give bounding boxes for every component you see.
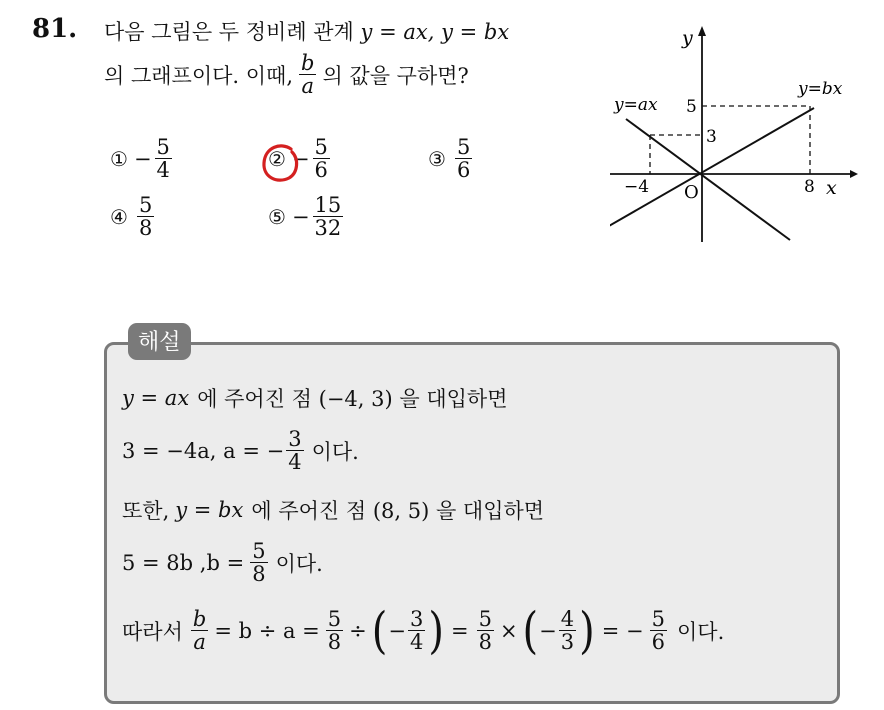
solution-tag: 해설 xyxy=(128,323,191,360)
origin-label: O xyxy=(684,182,699,203)
frac-den: 8 xyxy=(478,630,492,655)
option-4[interactable] xyxy=(110,194,156,239)
sol-text-2b: 이다. xyxy=(311,439,359,464)
sol-text-3b: 에 주어진 점 (8, 5) 을 대입하면 xyxy=(251,499,545,523)
sol-eq: = xyxy=(450,618,469,643)
proportion-graph xyxy=(610,22,860,247)
sol-times: × xyxy=(499,618,518,643)
question-number: 81. xyxy=(32,14,78,44)
question-text-3: 의 값을 구하면? xyxy=(322,63,469,88)
option-5[interactable] xyxy=(268,194,345,239)
option-num: 5 xyxy=(156,135,170,159)
option-num: 5 xyxy=(138,193,153,217)
frac-den: 8 xyxy=(327,630,342,655)
frac-num: b xyxy=(192,607,207,631)
frac-den: 6 xyxy=(651,630,665,655)
sol-eq-bx: y = bx xyxy=(175,498,244,522)
frac-num: 5 xyxy=(651,607,665,631)
frac-num: 4 xyxy=(560,607,575,631)
sol-text-5b: = b ÷ a = xyxy=(214,618,320,643)
equation-ax: y = ax, xyxy=(360,20,435,44)
y-axis-label: y xyxy=(682,27,693,49)
frac-den: a xyxy=(193,630,206,655)
frac-num: 3 xyxy=(409,607,424,631)
frac-num: 5 xyxy=(327,607,342,631)
solution-line-1 xyxy=(122,383,507,413)
sol-text-4b: 이다. xyxy=(275,551,323,576)
x-axis-label: x xyxy=(826,177,837,199)
frac-den: 8 xyxy=(252,562,266,587)
tick-m4-label: −4 xyxy=(624,177,650,197)
option-marker: ③ xyxy=(428,146,446,171)
option-den: 6 xyxy=(456,158,471,183)
option-1[interactable] xyxy=(110,136,174,181)
sol-lparen: ( xyxy=(522,601,539,660)
question-line-1 xyxy=(104,16,509,46)
sol-text-1: 에 주어진 점 (−4, 3) 을 대입하면 xyxy=(197,387,508,411)
x-axis-arrow-icon xyxy=(850,170,858,178)
solution-line-2 xyxy=(122,428,359,473)
solution-line-3 xyxy=(122,495,544,525)
option-marker: ④ xyxy=(110,204,128,229)
option-sign: − xyxy=(133,146,152,171)
answer-circle-mark xyxy=(261,143,301,185)
tick-8-label: 8 xyxy=(804,177,815,197)
sol-text-5-end: 이다. xyxy=(677,619,725,644)
y-axis-arrow-icon xyxy=(698,26,706,36)
option-marker: ⑤ xyxy=(268,204,286,229)
solution-line-4 xyxy=(122,540,323,585)
option-marker: ② xyxy=(268,146,286,171)
line-a-label: y=ax xyxy=(614,95,658,115)
equation-bx: y = bx xyxy=(441,20,510,44)
sol-text-3a: 또한, xyxy=(122,499,170,523)
question-text-2: 의 그래프이다. 이때, xyxy=(104,63,293,88)
frac-den: 4 xyxy=(288,450,302,475)
solution-line-5 xyxy=(122,601,725,660)
sol-eq-ax: y = ax xyxy=(122,386,190,410)
frac-den: a xyxy=(301,74,314,99)
option-num: 5 xyxy=(314,135,328,159)
question-text-1: 다음 그림은 두 정비례 관계 xyxy=(104,20,354,44)
frac-num: 5 xyxy=(478,607,492,631)
frac-num: 5 xyxy=(252,539,266,563)
option-marker: ① xyxy=(110,146,128,171)
line-b-label: y=bx xyxy=(798,79,843,99)
option-den: 8 xyxy=(138,216,153,241)
option-num: 5 xyxy=(456,135,471,159)
sol-text-5a: 따라서 xyxy=(122,619,183,644)
tick-5-label: 5 xyxy=(686,97,697,117)
sol-text-4a: 5 = 8b ,b = xyxy=(122,550,245,575)
frac-num: 3 xyxy=(288,427,302,451)
sol-lparen: ( xyxy=(371,601,388,660)
sol-minus: − xyxy=(539,618,557,643)
sol-rparen: ) xyxy=(579,601,595,660)
option-num: 15 xyxy=(314,193,342,217)
option-den: 4 xyxy=(156,158,170,183)
frac-den: 3 xyxy=(560,630,575,655)
sol-minus: − xyxy=(388,618,406,643)
fraction-b-over-a xyxy=(299,52,316,97)
sol-text-2a: 3 = −4a, a = − xyxy=(122,438,285,463)
frac-num: b xyxy=(301,51,315,75)
option-den: 32 xyxy=(314,216,342,241)
option-3[interactable] xyxy=(428,136,474,181)
option-sign: − xyxy=(291,204,310,229)
frac-den: 4 xyxy=(409,630,424,655)
tick-3-label: 3 xyxy=(706,127,717,147)
option-den: 6 xyxy=(314,158,328,183)
sol-rparen: ) xyxy=(428,601,444,660)
option-sign: − xyxy=(291,146,310,171)
question-line-2 xyxy=(104,52,469,97)
sol-div: ÷ xyxy=(349,618,367,643)
sol-eq2: = − xyxy=(601,618,644,643)
